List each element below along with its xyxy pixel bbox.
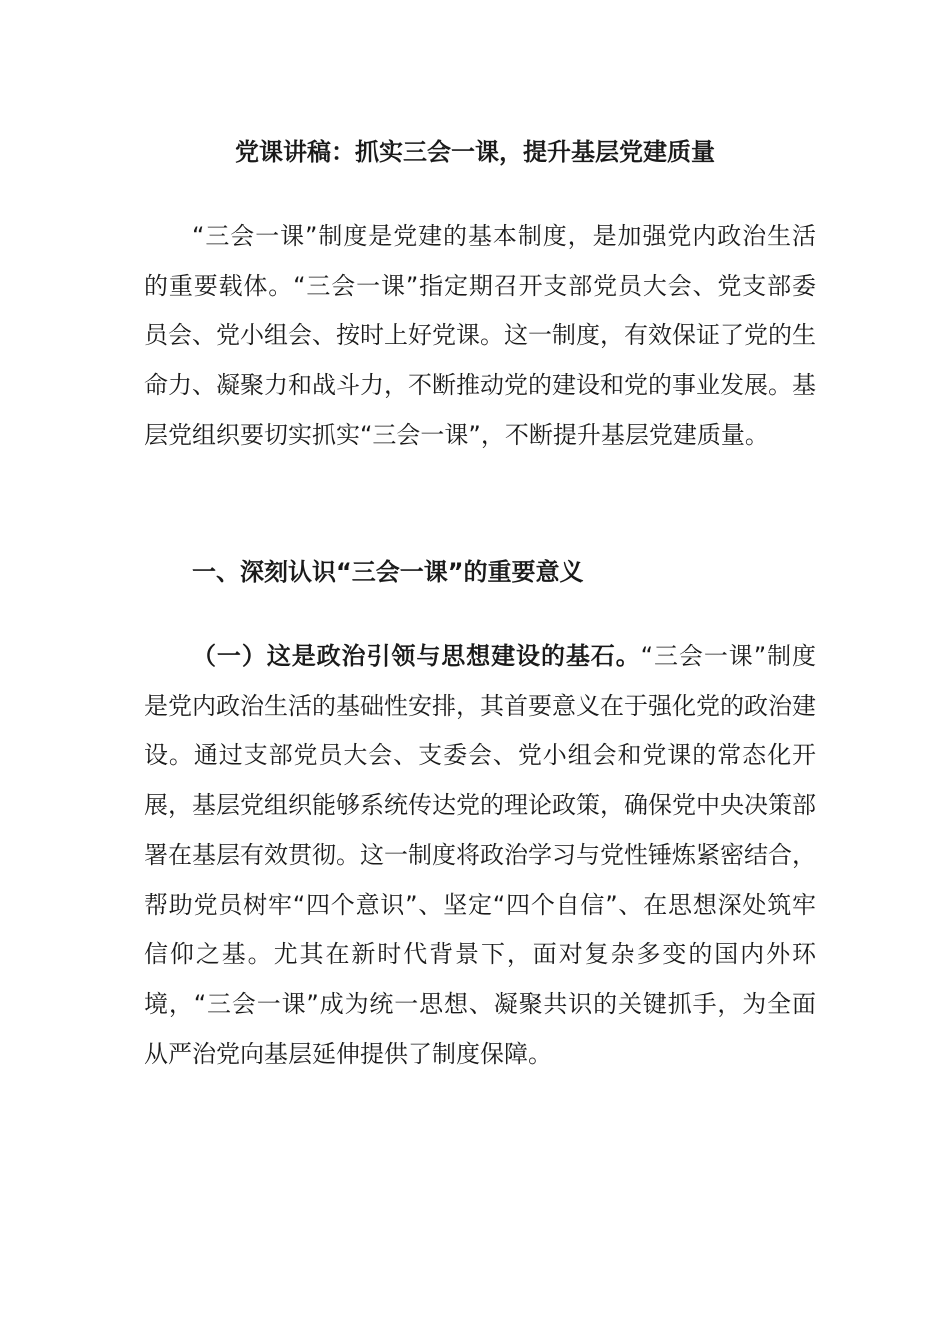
section-heading: 一、深刻认识“三会一课”的重要意义 bbox=[192, 558, 584, 586]
document-title: 党课讲稿：抓实三会一课，提升基层党建质量 bbox=[235, 138, 715, 166]
subsection-lead: （一）这是政治引领与思想建设的基石。 bbox=[192, 642, 641, 670]
subsection-paragraph bbox=[144, 632, 816, 1079]
subsection-text: “三会一课”制度是党内政治生活的基础性安排，其首要意义在于强化党的政治建设。通过支部党员大会、支委会、党小组会和党课的常态化开展，基层党组织能够系统传达党的理论政策，确保党中央决策部署在基层有效贯彻。这一制度将政治学习与党性锤炼紧密结合，帮助党员树牢“四个意识”、坚定“四个自信”、在思想深处筑牢信仰之基。尤其在新时代背景下，面对复杂多变的国内外环境，“三会一课”成为统一思想、凝聚共识的关键抓手，为全面从严治党向基层延伸提供了制度保障。 bbox=[144, 642, 816, 1068]
intro-paragraph: “三会一课”制度是党建的基本制度，是加强党内政治生活的重要载体。“三会一课”指定期召开支部党员大会、党支部委员会、党小组会、按时上好党课。这一制度，有效保证了党的生命力、凝聚力和战斗力，不断推动党的建设和党的事业发展。基层党组织要切实抓实“三会一课”，不断提升基层党建质量。 bbox=[144, 222, 816, 449]
